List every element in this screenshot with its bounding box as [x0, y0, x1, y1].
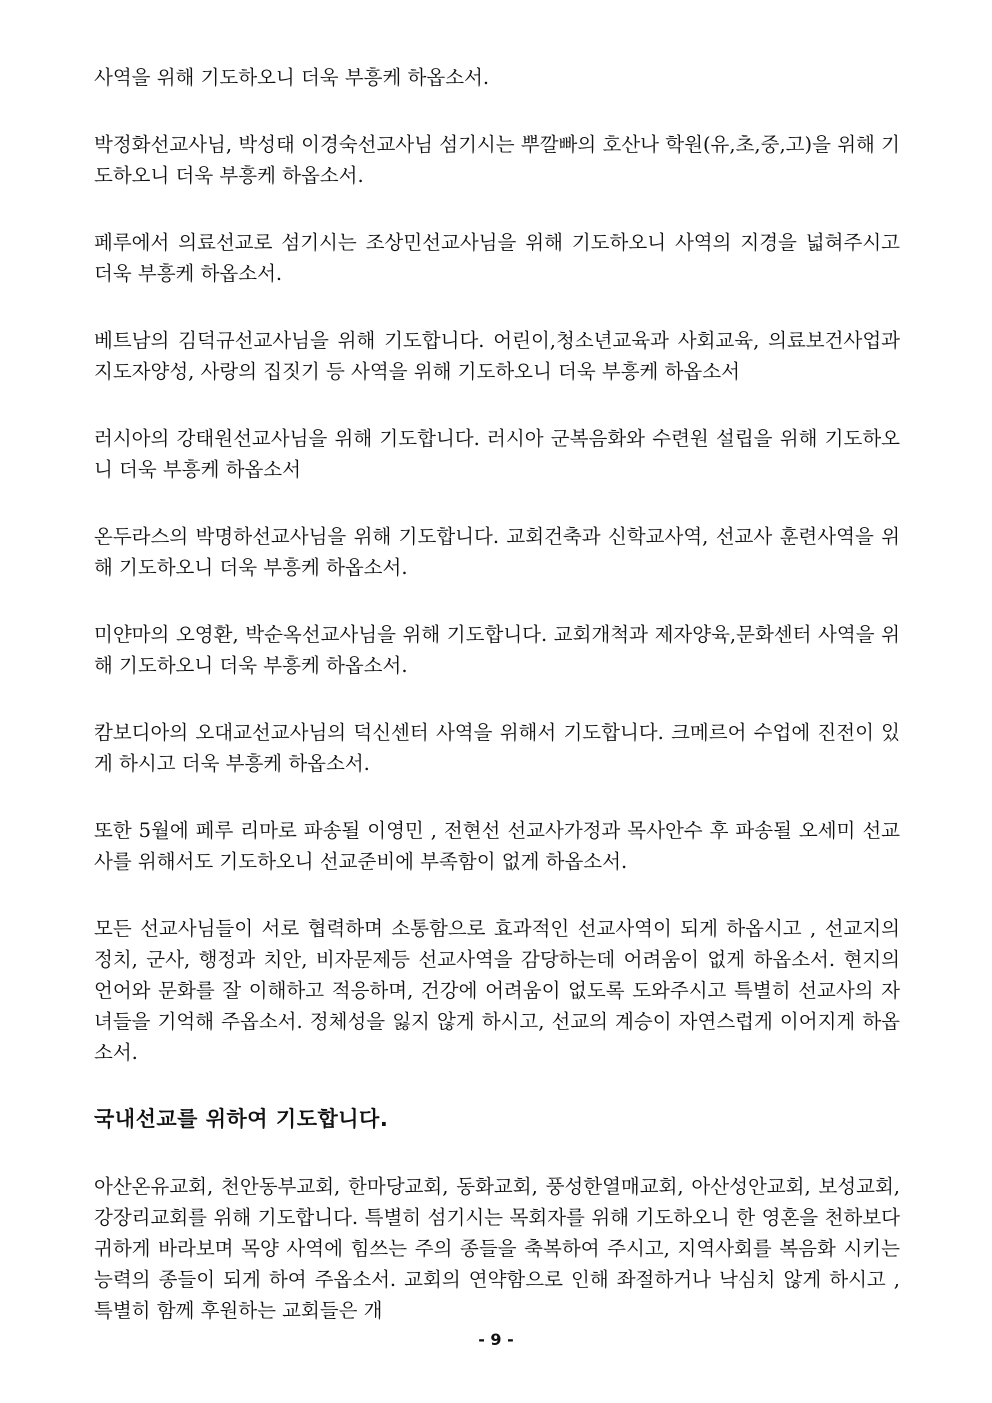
prayer-paragraph-8: 캄보디아의 오대교선교사님의 덕신센터 사역을 위해서 기도합니다. 크메르어 수업에 진전이 있게 하시고 더욱 부흥케 하옵소서. — [94, 721, 900, 775]
prayer-paragraph-6: 온두라스의 박명하선교사님을 위해 기도합니다. 교회건축과 신학교사역, 선교사 훈련사역을 위해 기도하오니 더욱 부흥케 하옵소서. — [94, 525, 900, 579]
section-heading: 국내선교를 위하여 기도합니다. — [94, 1107, 389, 1131]
prayer-paragraph-5: 러시아의 강태원선교사님을 위해 기도합니다. 러시아 군복음화와 수련원 설립을 위해 기도하오니 더욱 부흥케 하옵소서 — [94, 427, 900, 481]
prayer-paragraph-2: 박정화선교사님, 박성태 이경숙선교사님 섬기시는 뿌깔빠의 호산나 학원(유,초,중,고)을 위해 기도하오니 더욱 부흥케 하옵소서. — [94, 133, 900, 187]
page-number: - 9 - — [478, 1330, 514, 1349]
document-body — [94, 62, 900, 1362]
prayer-paragraph-3: 페루에서 의료선교로 섬기시는 조상민선교사님을 위해 기도하오니 사역의 지경을 넓혀주시고 더욱 부흥케 하옵소서. — [94, 231, 900, 285]
prayer-paragraph-4: 베트남의 김덕규선교사님을 위해 기도합니다. 어린이,청소년교육과 사회교육, 의료보건사업과 지도자양성, 사랑의 집짓기 등 사역을 위해 기도하오니 더욱 부흥케 하옵소서 — [94, 329, 900, 383]
prayer-paragraph-7: 미얀마의 오영환, 박순옥선교사님을 위해 기도합니다. 교회개척과 제자양육,문화센터 사역을 위해 기도하오니 더욱 부흥케 하옵소서. — [94, 623, 900, 677]
prayer-paragraph-9: 또한 5월에 페루 리마로 파송될 이영민 , 전현선 선교사가정과 목사안수 후 파송될 오세미 선교사를 위해서도 기도하오니 선교준비에 부족함이 없게 하옵소서. — [94, 819, 900, 873]
prayer-paragraph-10: 모든 선교사님들이 서로 협력하며 소통함으로 효과적인 선교사역이 되게 하옵시고 , 선교지의 정치, 군사, 행정과 치안, 비자문제등 선교사역을 감당하는데 어려움이 없게 하옵소서. 현지의 언어와 문화를 잘 이해하고 적응하며, 건강에 어려움이 없도록 도와주시고 특별히 선교사의 자녀들을 기억해 주옵소서. 정체성을 잃지 않게 하시고, 선교의 계승이 자연스럽게 이어지게 하옵소서. — [94, 917, 900, 1064]
prayer-paragraph-1: 사역을 위해 기도하오니 더욱 부흥케 하옵소서. — [94, 66, 490, 89]
domestic-mission-paragraph: 아산온유교회, 천안동부교회, 한마당교회, 동화교회, 풍성한열매교회, 아산성안교회, 보성교회, 강장리교회를 위해 기도합니다. 특별히 섬기시는 목회자를 위해 기도하오니 한 영혼을 천하보다 귀하게 바라보며 목양 사역에 힘쓰는 주의 종들을 축복하여 주시고, 지역사회를 복음화 시키는 능력의 종들이 되게 하여 주옵소서. 교회의 연약함으로 인해 좌절하거나 낙심치 않게 하시고 , 특별히 함께 후원하는 교회들은 개 — [94, 1175, 900, 1322]
